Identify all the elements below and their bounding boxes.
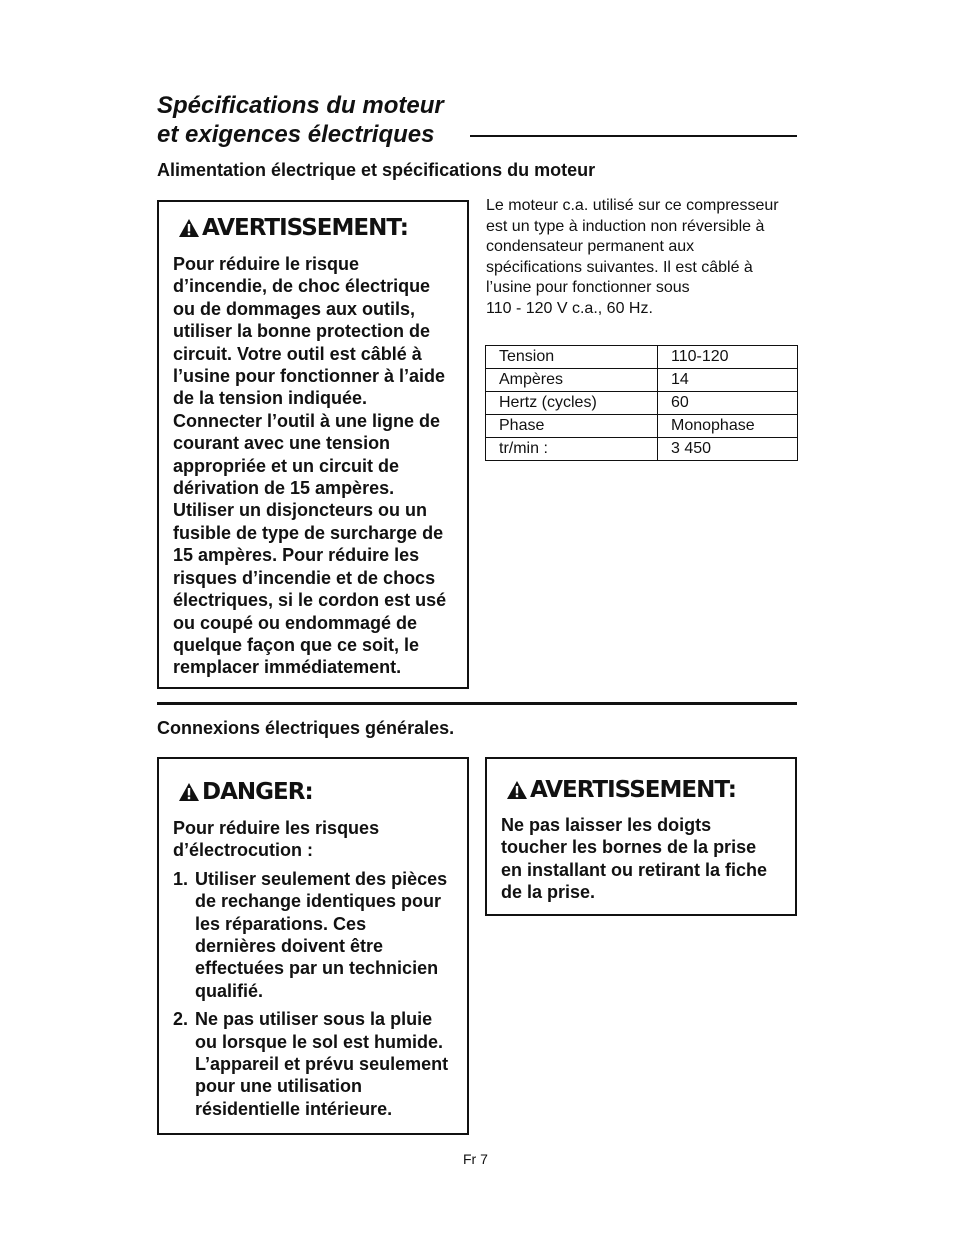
text-line: Pour réduire le risque: [173, 254, 360, 274]
signal-word-warning: [179, 215, 408, 241]
warning-box-plug: [485, 757, 797, 916]
page-title-line-2: et exigences électriques: [157, 121, 435, 148]
spec-label: Tension: [486, 346, 658, 369]
text-line: 110 - 120 V c.a., 60 Hz.: [486, 299, 653, 317]
text-line: de la tension indiquée.: [173, 388, 368, 409]
text-line: Pour réduire les risques: [173, 818, 380, 838]
signal-word-label: AVERTISSEMENT:: [202, 215, 408, 241]
text-line: de la prise.: [501, 882, 596, 903]
spec-label: Ampères: [486, 369, 658, 392]
warning-triangle-icon: [179, 783, 199, 801]
text-line: qualifié.: [195, 980, 264, 1001]
table-row: [486, 438, 798, 461]
text-line: d’incendie, de choc électrique: [173, 276, 431, 297]
text-line: les réparations. Ces: [195, 913, 367, 934]
table-row: [486, 415, 798, 438]
danger-list: [173, 868, 465, 1120]
list-number: 1.: [173, 868, 189, 889]
text-line: dérivation de 15 ampères.: [173, 478, 395, 499]
list-number: 2.: [173, 1009, 189, 1030]
spec-value: Monophase: [658, 415, 798, 438]
spec-value: 14: [658, 369, 798, 392]
text-line: quelque façon que ce soit, le: [173, 634, 420, 655]
text-line: remplacer immédiatement.: [173, 657, 402, 678]
text-line: Le moteur c.a. utilisé sur ce compresseur: [486, 197, 779, 214]
motor-spec-table: [485, 345, 798, 461]
text-line: ou de dommages aux outils,: [173, 298, 416, 319]
motor-description: [486, 196, 779, 319]
text-line: Ne pas utiliser sous la pluie: [195, 1009, 433, 1030]
text-line: condensateur permanent aux: [486, 238, 695, 255]
spec-label: Hertz (cycles): [486, 392, 658, 415]
spec-value: 60: [658, 392, 798, 415]
text-line: dernières doivent être: [195, 936, 384, 957]
warning-triangle-icon: [179, 219, 199, 237]
signal-word-label: AVERTISSEMENT:: [530, 777, 736, 803]
table-row: [486, 346, 798, 369]
warning-text-power: [173, 253, 446, 679]
text-line: toucher les bornes de la prise: [501, 837, 757, 858]
warning-text-plug: [501, 814, 767, 904]
table-row: [486, 369, 798, 392]
warning-triangle-icon: [507, 781, 527, 799]
text-line: Utiliser seulement des pièces: [195, 868, 448, 889]
danger-text: [173, 817, 465, 1120]
spec-value: 3 450: [658, 438, 798, 461]
text-line: Utiliser un disjoncteurs ou un: [173, 500, 428, 521]
section-divider: [157, 702, 797, 705]
text-line: appropriée et un circuit de: [173, 455, 400, 476]
signal-word-warning: [507, 777, 736, 803]
danger-box: [157, 757, 469, 1135]
text-line: utiliser la bonne protection de: [173, 321, 431, 342]
spec-label: tr/min :: [486, 438, 658, 461]
text-line: Connecter l’outil à une ligne de: [173, 410, 441, 431]
text-line: en installant ou retirant la fiche: [501, 859, 768, 880]
spec-value: 110-120: [658, 346, 798, 369]
text-line: spécifications suivantes. Il est câblé à: [486, 258, 753, 276]
table-row: [486, 392, 798, 415]
list-text: [195, 868, 465, 1002]
list-text: [195, 1008, 465, 1120]
text-line: risques d’incendie et de chocs: [173, 567, 436, 588]
text-line: effectuées par un technicien: [195, 958, 439, 979]
text-line: pour une utilisation: [195, 1076, 362, 1097]
text-line: fusible de type de surcharge de: [173, 522, 444, 543]
text-line: L’appareil et prévu seulement: [195, 1054, 449, 1075]
title-rule: [470, 135, 797, 137]
spec-label: Phase: [486, 415, 658, 438]
text-line: l’usine pour fonctionner à l’aide: [173, 366, 446, 387]
list-item: [173, 1008, 465, 1120]
text-line: ou lorsque le sol est humide.: [195, 1031, 444, 1052]
text-line: de rechange identiques pour: [195, 891, 442, 912]
text-line: d’électrocution :: [173, 840, 314, 861]
text-line: ou coupé ou endommagé de: [173, 612, 418, 633]
signal-word-label: DANGER:: [202, 779, 313, 805]
text-line: électriques, si le cordon est usé: [173, 590, 447, 611]
warning-box-power: [157, 200, 469, 689]
text-line: Ne pas laisser les doigts: [501, 815, 712, 835]
text-line: courant avec une tension: [173, 433, 391, 454]
signal-word-danger: [179, 779, 313, 805]
text-line: 15 ampères. Pour réduire les: [173, 545, 420, 566]
section-heading-power-supply: Alimentation électrique et spécifications du moteur: [157, 160, 596, 180]
section-heading-connections: Connexions électriques générales.: [157, 718, 455, 738]
page-title-line-1: Spécifications du moteur: [157, 92, 444, 119]
list-item: [173, 868, 465, 1002]
text-line: résidentielle intérieure.: [195, 1098, 393, 1119]
page-number: Fr 7: [463, 1151, 488, 1167]
text-line: est un type à induction non réversible à: [486, 217, 765, 235]
text-line: l’usine pour fonctionner sous: [486, 279, 690, 296]
text-line: circuit. Votre outil est câblé à: [173, 343, 422, 364]
